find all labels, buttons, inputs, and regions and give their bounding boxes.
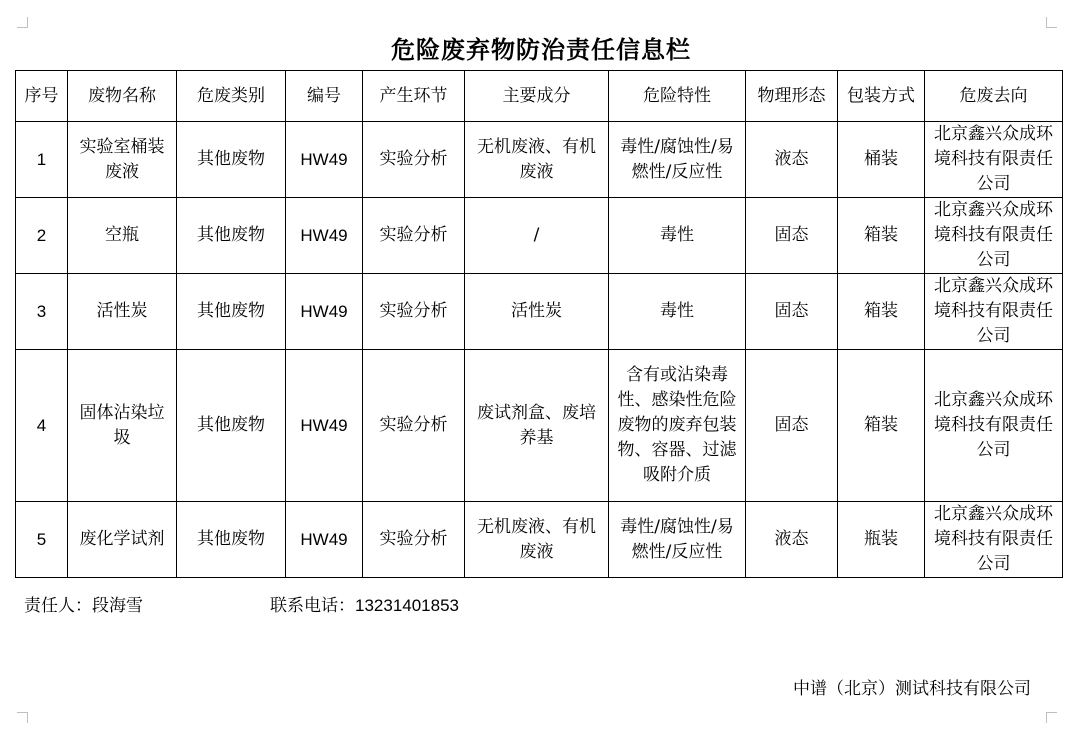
cell-index: 1 — [16, 122, 68, 198]
cell-source-process: 实验分析 — [363, 198, 465, 274]
cell-main-components: / — [465, 198, 609, 274]
crop-mark-bottom-right — [1046, 712, 1057, 723]
cell-destination: 北京鑫兴众成环境科技有限责任公司 — [925, 274, 1063, 350]
cell-main-components: 废试剂盒、废培养基 — [465, 350, 609, 502]
cell-code: HW49 — [286, 502, 363, 578]
cell-waste-name: 实验室桶装废液 — [68, 122, 177, 198]
cell-category: 其他废物 — [177, 502, 286, 578]
crop-mark-top-left — [17, 17, 28, 28]
header-cell-category: 危废类别 — [177, 71, 286, 122]
cell-code: HW49 — [286, 350, 363, 502]
table-row — [16, 350, 1063, 502]
phone-number: 13231401853 — [355, 596, 460, 615]
cell-packaging: 瓶装 — [838, 502, 925, 578]
phone-label: 联系电话： — [270, 596, 355, 616]
header-cell-source-process: 产生环节 — [363, 71, 465, 122]
table-row — [16, 502, 1063, 578]
cell-packaging: 桶装 — [838, 122, 925, 198]
cell-source-process: 实验分析 — [363, 122, 465, 198]
cell-physical-form: 固态 — [746, 198, 838, 274]
cell-waste-name: 固体沾染垃圾 — [68, 350, 177, 502]
cell-hazard-properties: 毒性 — [609, 274, 746, 350]
header-cell-packaging: 包装方式 — [838, 71, 925, 122]
cell-source-process: 实验分析 — [363, 502, 465, 578]
cell-destination: 北京鑫兴众成环境科技有限责任公司 — [925, 198, 1063, 274]
cell-index: 5 — [16, 502, 68, 578]
table-header-row — [16, 71, 1063, 122]
responsible-info — [24, 591, 460, 616]
contact-phone — [270, 591, 459, 616]
cell-hazard-properties: 毒性 — [609, 198, 746, 274]
company-name: 中谱（北京）测试科技有限公司 — [793, 679, 1031, 699]
header-cell-main-components: 主要成分 — [465, 71, 609, 122]
header-cell-index: 序号 — [16, 71, 68, 122]
cell-waste-name: 空瓶 — [68, 198, 177, 274]
table-row — [16, 274, 1063, 350]
cell-physical-form: 固态 — [746, 350, 838, 502]
cell-index: 4 — [16, 350, 68, 502]
header-cell-waste-name: 废物名称 — [68, 71, 177, 122]
cell-hazard-properties: 毒性/腐蚀性/易燃性/反应性 — [609, 502, 746, 578]
crop-mark-bottom-left — [17, 712, 28, 723]
responsible-label: 责任人： — [24, 596, 92, 616]
cell-index: 3 — [16, 274, 68, 350]
cell-packaging: 箱装 — [838, 274, 925, 350]
cell-destination: 北京鑫兴众成环境科技有限责任公司 — [925, 350, 1063, 502]
header-cell-destination: 危废去向 — [925, 71, 1063, 122]
cell-destination: 北京鑫兴众成环境科技有限责任公司 — [925, 502, 1063, 578]
cell-hazard-properties: 毒性/腐蚀性/易燃性/反应性 — [609, 122, 746, 198]
cell-waste-name: 废化学试剂 — [68, 502, 177, 578]
cell-physical-form: 液态 — [746, 122, 838, 198]
cell-physical-form: 液态 — [746, 502, 838, 578]
cell-packaging: 箱装 — [838, 350, 925, 502]
cell-hazard-properties: 含有或沾染毒性、感染性危险废物的废弃包装物、容器、过滤吸附介质 — [609, 350, 746, 502]
header-cell-physical-form: 物理形态 — [746, 71, 838, 122]
cell-main-components: 无机废液、有机废液 — [465, 122, 609, 198]
cell-index: 2 — [16, 198, 68, 274]
cell-waste-name: 活性炭 — [68, 274, 177, 350]
cell-main-components: 无机废液、有机废液 — [465, 502, 609, 578]
cell-physical-form: 固态 — [746, 274, 838, 350]
cell-destination: 北京鑫兴众成环境科技有限责任公司 — [925, 122, 1063, 198]
hazardous-waste-table — [15, 70, 1063, 578]
header-cell-hazard-properties: 危险特性 — [609, 71, 746, 122]
cell-code: HW49 — [286, 122, 363, 198]
cell-category: 其他废物 — [177, 122, 286, 198]
cell-category: 其他废物 — [177, 274, 286, 350]
cell-code: HW49 — [286, 274, 363, 350]
cell-source-process: 实验分析 — [363, 274, 465, 350]
table-row — [16, 198, 1063, 274]
cell-main-components: 活性炭 — [465, 274, 609, 350]
cell-source-process: 实验分析 — [363, 350, 465, 502]
table-row — [16, 122, 1063, 198]
crop-mark-top-right — [1046, 17, 1057, 28]
cell-code: HW49 — [286, 198, 363, 274]
cell-packaging: 箱装 — [838, 198, 925, 274]
cell-category: 其他废物 — [177, 198, 286, 274]
document-title: 危险废弃物防治责任信息栏 — [391, 36, 691, 64]
responsible-name: 段海雪 — [92, 596, 143, 616]
cell-category: 其他废物 — [177, 350, 286, 502]
header-cell-code: 编号 — [286, 71, 363, 122]
